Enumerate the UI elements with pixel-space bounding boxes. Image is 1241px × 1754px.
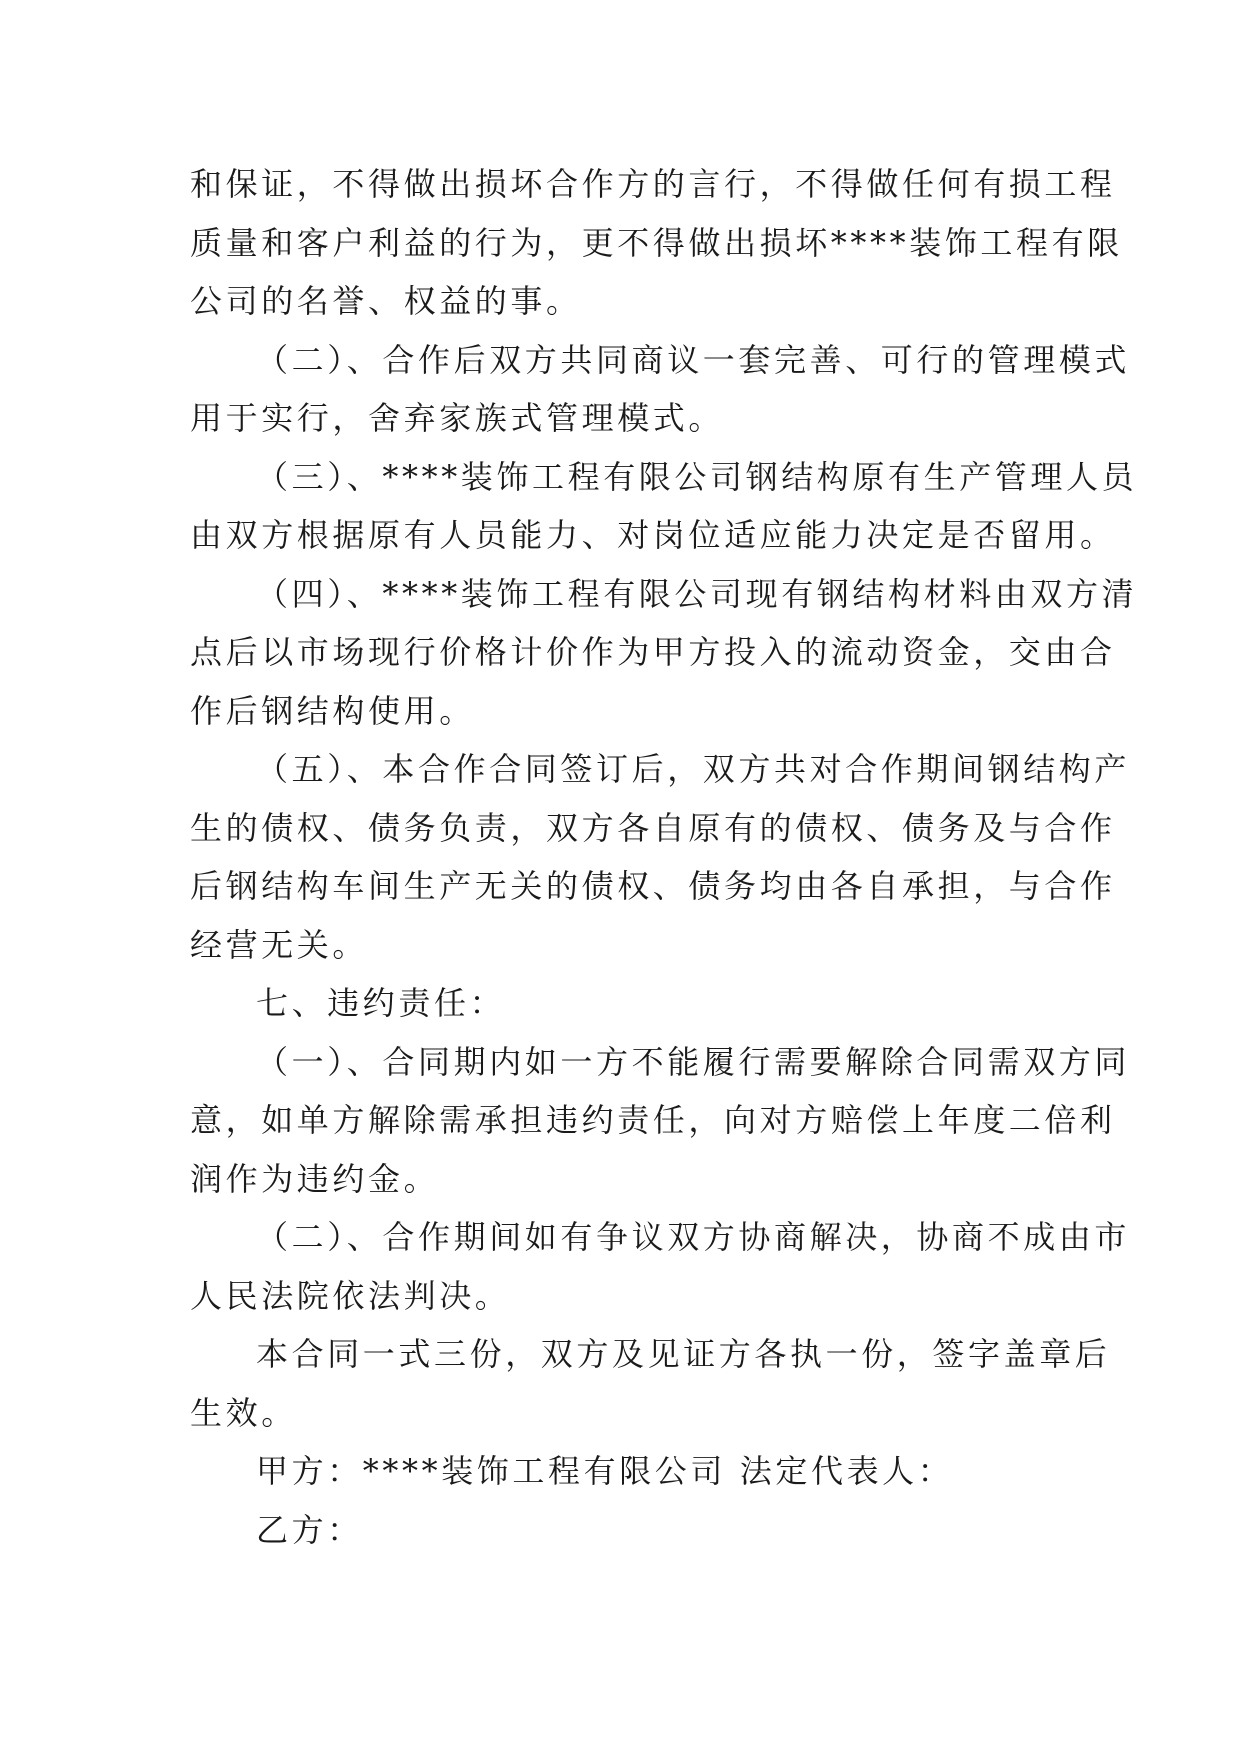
text-line: 生的债权、债务负责，双方各自原有的债权、债务及与合作 [190,808,1116,847]
text-line: 和保证，不得做出损坏合作方的言行，不得做任何有损工程 [190,165,1116,203]
text-line: 质量和客户利益的行为，更不得做出损坏****装饰工程有限 [190,223,1123,262]
text-line: 意，如单方解除需承担违约责任，向对方赔偿上年度二倍利 [190,1101,1116,1139]
text-line: （五）、本合作合同签订后，双方共对合作期间钢结构产 [256,750,1131,788]
paragraph-clause-5 [190,740,1131,974]
text-line: 用于实行，舍弃家族式管理模式。 [190,399,725,437]
text-line: 经营无关。 [190,925,369,964]
paragraph-clause-4 [190,565,1138,741]
text-line: （一）、合同期内如一方不能履行需要解除合同需双方同 [256,1042,1131,1081]
paragraph-breach-1 [190,1033,1131,1209]
signature-party-b [190,1501,1060,1560]
text-line: 本合同一式三份，双方及见证方各执一份，签字盖章后 [256,1335,1111,1373]
paragraph-clause-2 [190,331,1131,448]
text-line: 作后钢结构使用。 [190,691,475,730]
text-line: 公司的名誉、权益的事。 [190,282,582,320]
text-line: 生效。 [190,1393,297,1432]
paragraph-breach-2 [190,1208,1131,1325]
text-line: 乙方： [256,1510,363,1549]
section-heading-breach-liability [190,974,1060,1033]
document-body [190,155,1138,1559]
signature-party-a [190,1442,1060,1501]
text-line: （二）、合作期间如有争议双方协商解决，协商不成由市 [256,1218,1131,1256]
text-line: 由双方根据原有人员能力、对岗位适应能力决定是否留用。 [190,516,1116,554]
text-line: 后钢结构车间生产无关的债权、债务均由各自承担，与合作 [190,867,1116,905]
paragraph-copies [190,1325,1111,1442]
paragraph-guarantee [190,155,1123,331]
text-line: （三）、****装饰工程有限公司钢结构原有生产管理人员 [256,457,1138,496]
text-line: 润作为违约金。 [190,1159,440,1198]
text-line: （四）、****装饰工程有限公司现有钢结构材料由双方清 [256,574,1138,613]
text-line: 甲方：****装饰工程有限公司 法定代表人： [256,1452,954,1490]
text-line: 点后以市场现行价格计价作为甲方投入的流动资金，交由合 [190,633,1116,671]
text-line: （二）、合作后双方共同商议一套完善、可行的管理模式 [256,340,1131,379]
paragraph-clause-3 [190,448,1138,565]
text-line: 七、违约责任： [256,984,506,1022]
text-line: 人民法院依法判决。 [190,1276,511,1315]
